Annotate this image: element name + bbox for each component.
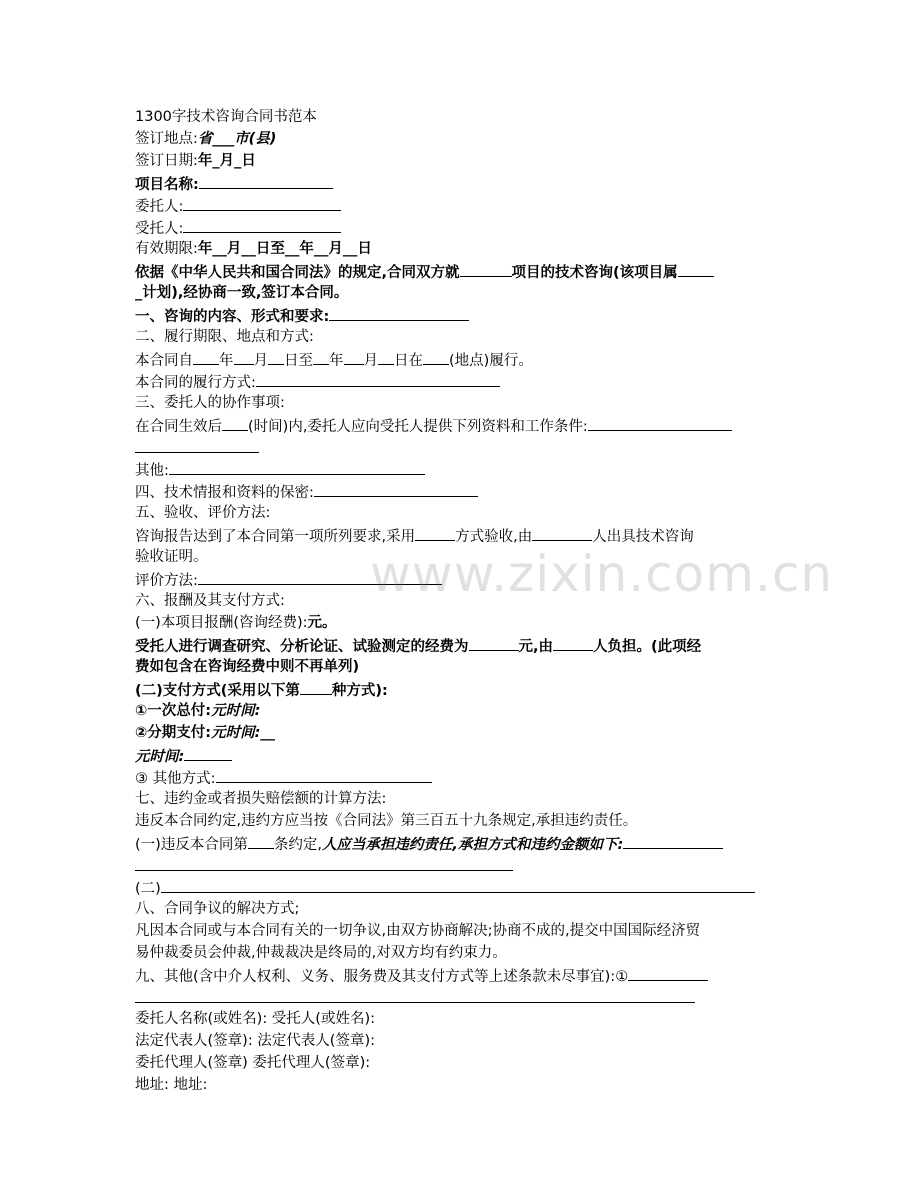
- blank-line: [183, 216, 341, 233]
- blank-line: [329, 304, 469, 321]
- blank-line: [135, 436, 259, 453]
- section-8: 八、合同争议的解决方式;: [135, 901, 300, 917]
- intro-line-1: 依据《中华人民共和国合同法》的规定,合同双方就 项目的技术咨询(该项目属: [135, 260, 785, 282]
- blank-line: [199, 172, 333, 189]
- section-7-clause-1: (一)违反本合同第 条约定,人应当承担违约责任,承担方式和违约金额如下:: [135, 832, 785, 854]
- intro-line-2: _计划),经协商一致,签订本合同。: [135, 285, 349, 301]
- doc-title: 1300字技术咨询合同书范本: [135, 109, 317, 125]
- section-9-cont: [135, 986, 785, 1008]
- blank-line: [460, 260, 512, 277]
- validity: 有效期限:年__月__日至__年__月__日: [135, 241, 372, 257]
- section-3: 三、委托人的协作事项:: [135, 395, 285, 411]
- blank-line: [135, 854, 513, 871]
- payment-option-2: ②分期支付:元时间:__: [135, 725, 275, 741]
- blank-line: [135, 986, 695, 1003]
- section-8-text: 凡因本合同或与本合同有关的一切争议,由双方协商解决;协商不成的,提交中国国际经济贸: [135, 923, 701, 939]
- section-7: 七、违约金或者损失赔偿额的计算方法:: [135, 791, 387, 807]
- payment-option-1: ①一次总付:元时间:: [135, 703, 261, 719]
- section-9: 九、其他(含中介人权利、义务、服务费及其支付方式等上述条款未尽事宜):①: [135, 964, 785, 986]
- eval-method: 评价方法:: [135, 568, 785, 590]
- section-2-term: 本合同自 年 月 日至 年 月 日在 (地点)履行。: [135, 348, 785, 370]
- payment-option-2-cont: 元时间:: [135, 744, 785, 766]
- section-6: 六、报酬及其支付方式:: [135, 593, 285, 609]
- section-7-clause-2: (二): [135, 876, 785, 898]
- sign-date: 签订日期:年_月_日: [135, 153, 256, 169]
- section-7-text: 违反本合同约定,违约方应当按《合同法》第三百五十九条规定,承担违约责任。: [135, 813, 638, 829]
- section-6-expense-cont: 费如包含在咨询经费中则不再单列): [135, 659, 360, 675]
- section-2-method: 本合同的履行方式:: [135, 370, 785, 392]
- section-1: 一、咨询的内容、形式和要求:: [135, 304, 785, 326]
- consultant: 受托人:: [135, 216, 785, 238]
- section-8-text-cont: 易仲裁委员会仲裁,仲裁裁决是终局的,对双方均有约束力。: [135, 945, 507, 961]
- section-5: 五、验收、评价方法:: [135, 505, 271, 521]
- section-6-expense: 受托人进行调查研究、分析论证、试验测定的经费为 元,由 人负担。(此项经: [135, 634, 785, 656]
- section-5-text: 咨询报告达到了本合同第一项所列要求,采用 方式验收,由 人出具技术咨询: [135, 524, 785, 546]
- section-3-text-cont: [135, 436, 785, 458]
- section-3-text: 在合同生效后 (时间)内,委托人应向受托人提供下列资料和工作条件:: [135, 414, 785, 436]
- signature-names: 委托人名称(或姓名): 受托人(或姓名):: [135, 1011, 376, 1027]
- signature-agent: 委托代理人(签章) 委托代理人(签章):: [135, 1055, 371, 1071]
- blank-line: [169, 458, 425, 475]
- blank-line: [183, 194, 341, 211]
- blank-line: [256, 370, 500, 387]
- watermark: www.zixin.com.cn: [370, 545, 834, 603]
- section-2: 二、履行期限、地点和方式:: [135, 329, 314, 345]
- section-5-text-cont: 验收证明。: [135, 549, 208, 565]
- signature-address: 地址: 地址:: [135, 1077, 208, 1093]
- section-6-fee: (一)本项目报酬(咨询经费):元。: [135, 615, 337, 631]
- project-name: 项目名称:: [135, 172, 785, 194]
- section-6-payment: (二)支付方式(采用以下第 种方式):: [135, 678, 785, 700]
- client: 委托人:: [135, 194, 785, 216]
- other-line: 其他:: [135, 458, 785, 480]
- payment-option-3: ③ 其他方式:: [135, 766, 785, 788]
- blank-line: [678, 260, 714, 277]
- section-4: 四、技术情报和资料的保密:: [135, 480, 785, 502]
- blank-line: [161, 876, 755, 893]
- blank-line: [314, 480, 478, 497]
- sign-place: 签订地点:省___市(县): [135, 131, 277, 147]
- section-7-clause-1-cont: [135, 854, 785, 876]
- signature-legal-rep: 法定代表人(签章): 法定代表人(签章):: [135, 1033, 376, 1049]
- blank-line: [216, 766, 432, 783]
